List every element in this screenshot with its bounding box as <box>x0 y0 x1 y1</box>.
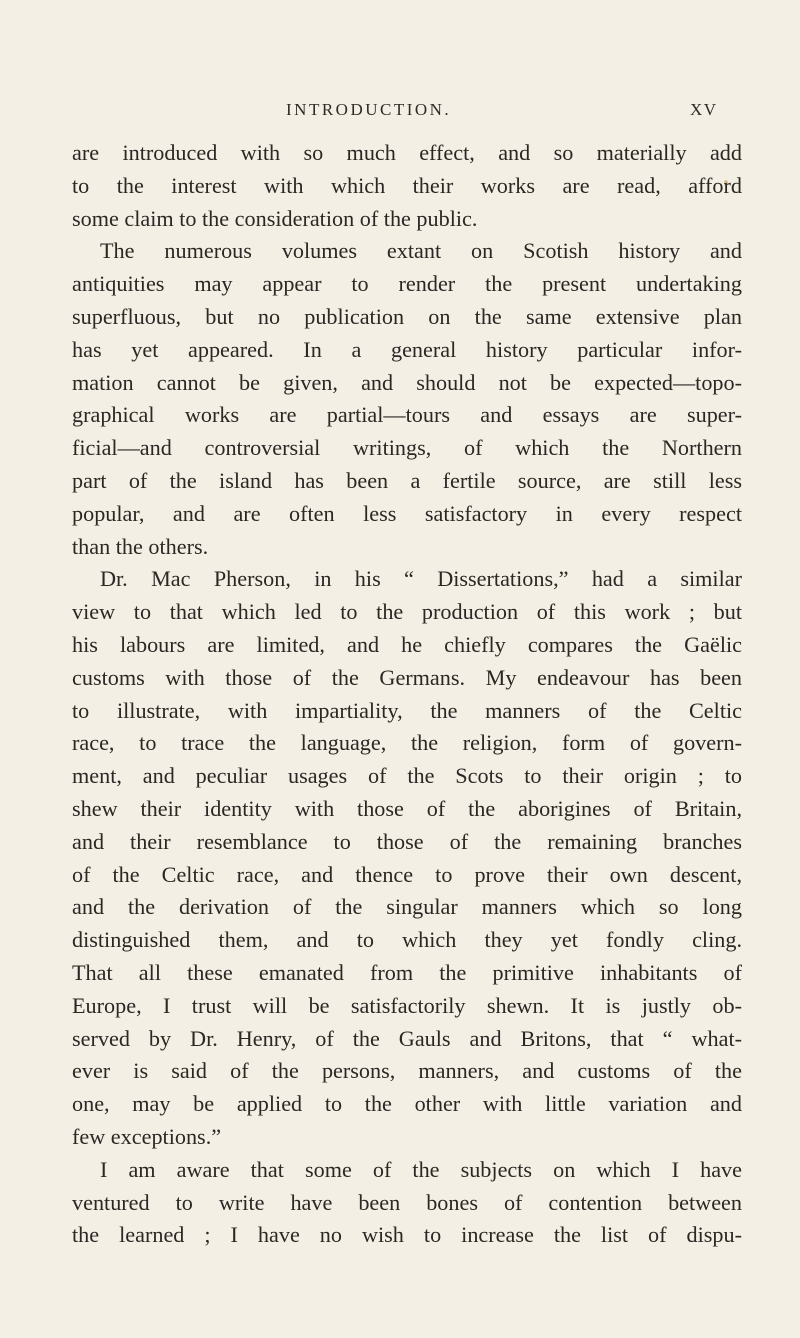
text-line: Europe, I trust will be satisfactorily shewn. It is justly ob- <box>72 992 742 1018</box>
text-line: ventured to write have been bones of contention between <box>72 1189 742 1215</box>
body-text <box>72 137 742 1252</box>
text-line: few exceptions.” <box>72 1123 222 1149</box>
text-line: are introduced with so much effect, and so materially add <box>72 140 742 165</box>
text-line: antiquities may appear to render the present undertaking <box>72 271 742 297</box>
text-line: ment, and peculiar usages of the Scots to their origin ; to <box>72 763 742 789</box>
text-line: has yet appeared. In a general history particular infor- <box>72 336 742 362</box>
text-line: I am aware that some of the subjects on which I have <box>100 1156 742 1182</box>
text-line: That all these emanated from the primitive inhabitants of <box>72 959 742 985</box>
text-line: mation cannot be given, and should not be expected—topo- <box>72 369 742 395</box>
text-line: ficial—and controversial writings, of which the Northern <box>72 435 742 461</box>
text-line: to illustrate, with impartiality, the manners of the Celtic <box>72 697 742 723</box>
text-line: view to that which led to the production of this work ; but <box>72 599 742 625</box>
text-line: ever is said of the persons, manners, and customs of the <box>72 1058 742 1084</box>
text-line: graphical works are partial—tours and essays are super- <box>72 402 742 428</box>
text-line: popular, and are often less satisfactory in every respect <box>72 500 742 526</box>
text-line: customs with those of the Germans. My endeavour has been <box>72 664 742 690</box>
text-line: part of the island has been a fertile source, are still less <box>72 467 742 493</box>
text-line: distinguished them, and to which they yet fondly cling. <box>72 927 742 953</box>
text-line: race, to trace the language, the religion, form of govern- <box>72 730 742 756</box>
text-line: Dr. Mac Pherson, in his “ Dissertations,” had a similar <box>100 566 742 592</box>
text-line: served by Dr. Henry, of the Gauls and Britons, that “ what- <box>72 1025 742 1051</box>
text-line: of the Celtic race, and thence to prove their own descent, <box>72 861 742 887</box>
text-line: some claim to the consideration of the public. <box>72 205 478 231</box>
page-number: XV <box>690 100 718 119</box>
text-line: superfluous, but no publication on the same extensive plan <box>72 303 742 329</box>
running-head <box>0 98 800 122</box>
text-line: and the derivation of the singular manners which so long <box>72 894 742 920</box>
text-line: his labours are limited, and he chiefly compares the Gaëlic <box>72 631 742 657</box>
text-line: the learned ; I have no wish to increase the list of dispu- <box>72 1222 742 1248</box>
text-line: The numerous volumes extant on Scotish history and <box>100 238 742 264</box>
running-title: INTRODUCTION. <box>286 100 452 119</box>
text-line: than the others. <box>72 533 209 559</box>
text-line: to the interest with which their works are read, afford <box>72 172 742 198</box>
text-line: shew their identity with those of the aborigines of Britain, <box>72 795 742 821</box>
text-line: one, may be applied to the other with little variation and <box>72 1091 742 1117</box>
text-line: and their resemblance to those of the remaining branches <box>72 828 742 854</box>
